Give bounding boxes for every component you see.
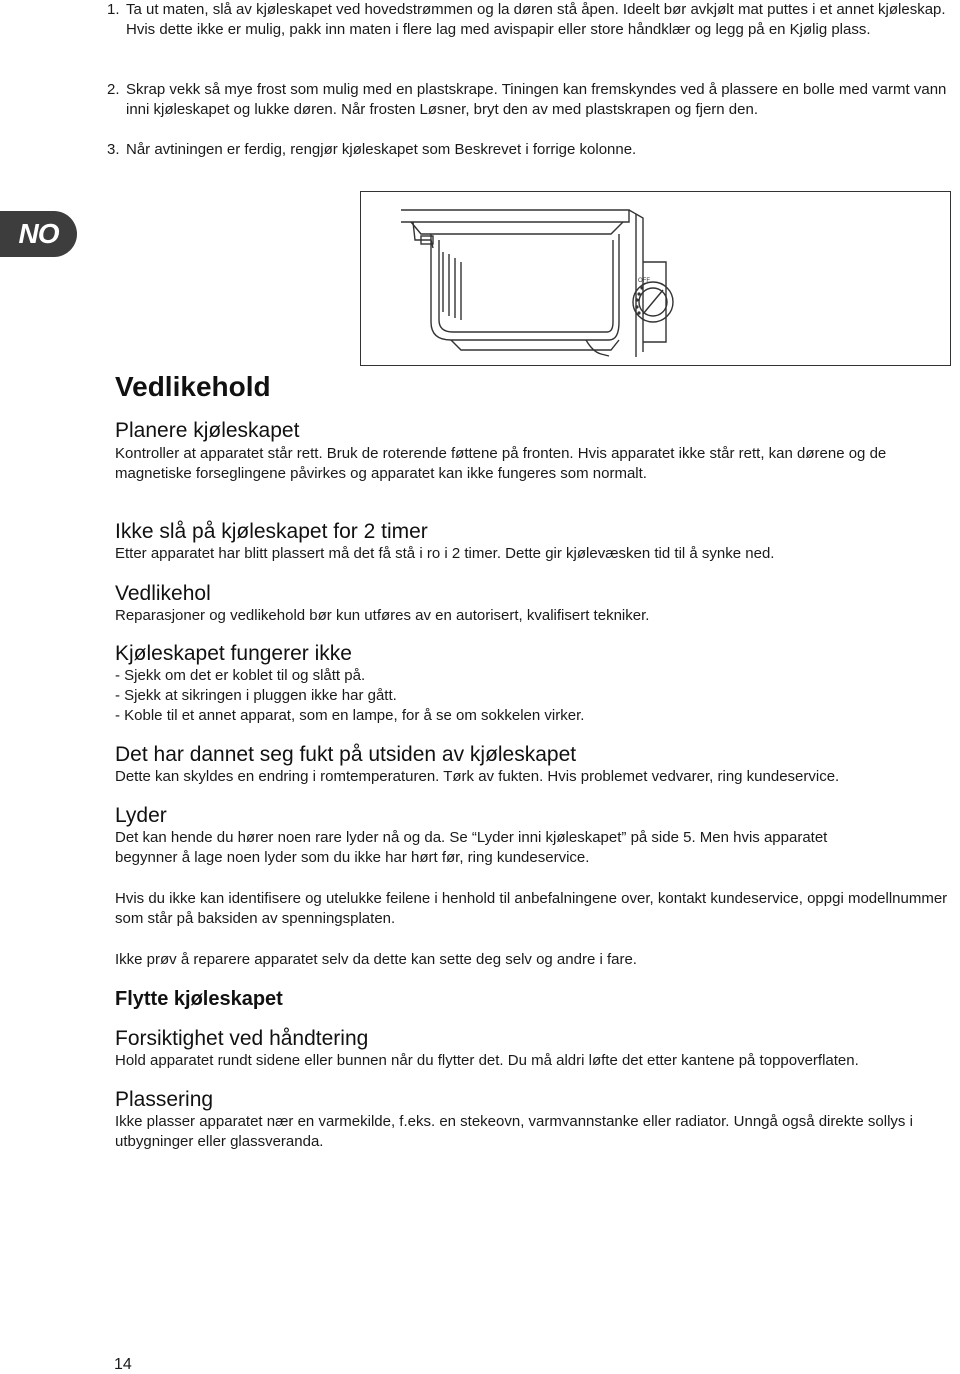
paragraph-line: Hold apparatet rundt sidene eller bunnen når du flytter det. Du må aldri løfte det etter kantene på toppoverflaten.: [115, 1052, 859, 1069]
warning-paragraph: Ikke prøv å reparere apparatet selv da dette kan sette deg selv og andre i fare.: [115, 951, 637, 968]
paragraph-line: begynner å lage noen lyder som du ikke har hørt før, ring kundeservice.: [115, 849, 590, 866]
list-item: [107, 0, 952, 40]
paragraph-line: Etter apparatet har blitt plassert må det få stå i ro i 2 timer. Dette gir kjølevæsken tid til å synke ned.: [115, 545, 775, 562]
section-heading: Lyder: [115, 804, 167, 827]
contact-paragraph: Hvis du ikke kan identifisere og utelukke feilene i henhold til anbefalningene over, kontakt kundeservice, oppgi modellnummer som står på baksiden av spenningsplaten.: [115, 890, 948, 927]
list-text: Skrap vekk så mye frost som mulig med en plastskrape. Tiningen kan fremskyndes ved å plassere en bolle med varmt vann inni kjøleskapet og lukke døren. Når frosten Løsner, bryt den av med plastskrapen og fjern den.: [126, 81, 947, 118]
list-number: 3.: [107, 141, 120, 158]
paragraph-line: - Sjekk at sikringen i pluggen ikke har gått.: [115, 687, 397, 704]
paragraph-line: - Koble til et annet apparat, som en lampe, for å se om sokkelen virker.: [115, 707, 585, 724]
page-number: 14: [114, 1356, 132, 1373]
section-heading: Plassering: [115, 1088, 214, 1111]
list-number: 2.: [107, 81, 120, 98]
section-heading: Vedlikehol: [115, 582, 211, 605]
section-heading: Ikke slå på kjøleskapet for 2 timer: [115, 520, 428, 543]
list-text: Ta ut maten, slå av kjøleskapet ved hovedstrømmen og la døren stå åpen. Ideelt bør avkjølt mat puttes i et annet kjøleskap. Hvis dette ikke er mulig, pakk inn maten i flere lag med avispapir eller store håndklær og legg på en Kjølig plass.: [126, 1, 946, 38]
dial-off-label: OFF: [638, 278, 650, 284]
section-heading: Planere kjøleskapet: [115, 419, 300, 442]
list-item: [107, 140, 952, 160]
section-heading: Det har dannet seg fukt på utsiden av kjøleskapet: [115, 743, 577, 766]
paragraph-line: Ikke plasser apparatet nær en varmekilde, f.eks. en stekeovn, varmvannstanke eller radiator. Unngå også direkte sollys i utbygninger eller glassveranda.: [115, 1113, 913, 1150]
paragraph-line: magnetiske forseglingene påvirkes og apparatet kan ikke fungeres som normalt.: [115, 465, 647, 482]
paragraph-line: Dette kan skyldes en endring i romtemperaturen. Tørk av fukten. Hvis problemet vedvarer, ring kundeservice.: [115, 768, 840, 785]
paragraph-line: Kontroller at apparatet står rett. Bruk de roterende føttene på fronten. Hvis apparatet ikke står rett, kan dørene og de: [115, 445, 887, 462]
section-title: Flytte kjøleskapet: [115, 988, 283, 1010]
paragraph-line: Reparasjoner og vedlikehold bør kun utføres av en autorisert, kvalifisert tekniker.: [115, 607, 650, 624]
fridge-drawing: [361, 192, 949, 364]
list-text: Når avtiningen er ferdig, rengjør kjøleskapet som Beskrevet i forrige kolonne.: [126, 141, 637, 158]
paragraph-line: Det kan hende du hører noen rare lyder nå og da. Se “Lyder inni kjøleskapet” på side 5. Men hvis apparatet: [115, 829, 828, 846]
language-tab: NO: [0, 211, 77, 257]
list-number: 1.: [107, 1, 120, 18]
paragraph-line: - Sjekk om det er koblet til og slått på.: [115, 667, 366, 684]
section-heading: Forsiktighet ved håndtering: [115, 1027, 369, 1050]
section-title: Vedlikehold: [115, 371, 271, 402]
list-item: [107, 80, 952, 120]
section-heading: Kjøleskapet fungerer ikke: [115, 642, 352, 665]
fridge-illustration: [360, 191, 951, 366]
